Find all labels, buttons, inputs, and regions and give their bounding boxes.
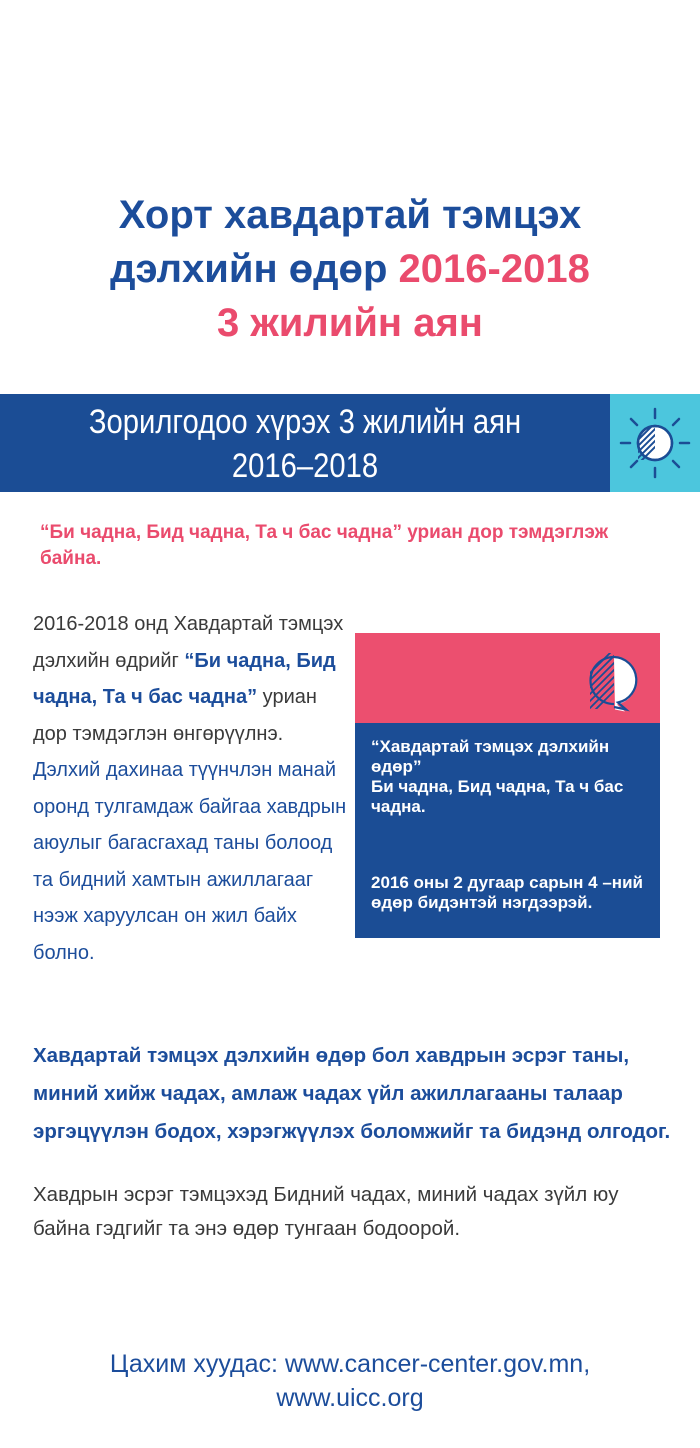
title-line-1: Хорт хавдартай тэмцэх <box>118 193 582 237</box>
banner-icon-box <box>610 394 700 492</box>
callout-date-line-1: 2016 оны 2 дугаар сарын 4 –ний <box>371 873 643 892</box>
callout-quote <box>371 737 651 817</box>
footer <box>0 1347 700 1415</box>
callout-quote-line-2: өдөр” <box>371 757 422 776</box>
highlight-paragraph: Хавдартай тэмцэх дэлхийн өдөр бол хавдрын эсрэг таны, миний хийж чадах, амлаж чадах үйл ажиллагааны талаар эргэцүүлэн бодох, хэрэгжүүлэх боломжийг та бидэнд олгодог. <box>33 1044 671 1143</box>
intro-part-1-end: уриан дор тэмдэглэн өнгөрүүлнэ. <box>33 686 317 745</box>
callout-header <box>355 633 660 723</box>
intro-part-1: 2016-2018 онд Хавдартай тэмцэх дэлхийн өдрийг <box>33 613 344 672</box>
callout-date <box>371 873 651 913</box>
banner-line-1: Зорилгодоо хүрэх 3 жилийн аян <box>88 403 522 441</box>
callout-body <box>355 723 660 938</box>
banner-line-2: 2016–2018 <box>231 447 379 485</box>
title-years: 2016-2018 <box>398 247 590 291</box>
callout-date-line-2: өдөр бидэнтэй нэгдээрэй. <box>371 893 593 912</box>
title-line-2 <box>0 242 700 296</box>
intro-part-2: Дэлхий дахинаа түүнчлэн манай оронд тулгамдаж байгаа хавдрын аюулыг багасгахад таны болоод та бидний хамтын ажиллагааг нээж харуулсан он жил байх болно. <box>33 759 347 964</box>
callout-quote-line-4: чадна. <box>371 797 426 816</box>
footer-website-2: www.uicc.org <box>276 1384 424 1412</box>
title-line-2-text: дэлхийн өдөр <box>110 247 399 291</box>
footer-website: Цахим хуудас: www.cancer-center.gov.mn, <box>109 1350 591 1378</box>
campaign-banner <box>0 394 610 492</box>
sun-icon <box>610 394 700 492</box>
intro-text <box>33 606 353 971</box>
page-title <box>0 188 700 350</box>
title-line-3: 3 жилийн аян <box>217 301 483 345</box>
callout-quote-line-1: “Хавдартай тэмцэх дэлхийн <box>371 737 610 756</box>
callout-quote-line-3: Би чадна, Бид чадна, Та ч бас <box>371 777 624 796</box>
closing-paragraph: Хавдрын эсрэг тэмцэхэд Бидний чадах, миний чадах зүйл юу байна гэдгийг та энэ өдөр тунгаан бодоорой. <box>33 1183 619 1240</box>
slogan: “Би чадна, Бид чадна, Та ч бас чадна” уриан дор тэмдэглэж байна. <box>40 522 609 569</box>
speech-bubble-icon <box>355 633 660 723</box>
intro-slogan: “Би чадна, Бид чадна, Та ч бас чадна” <box>33 649 336 708</box>
